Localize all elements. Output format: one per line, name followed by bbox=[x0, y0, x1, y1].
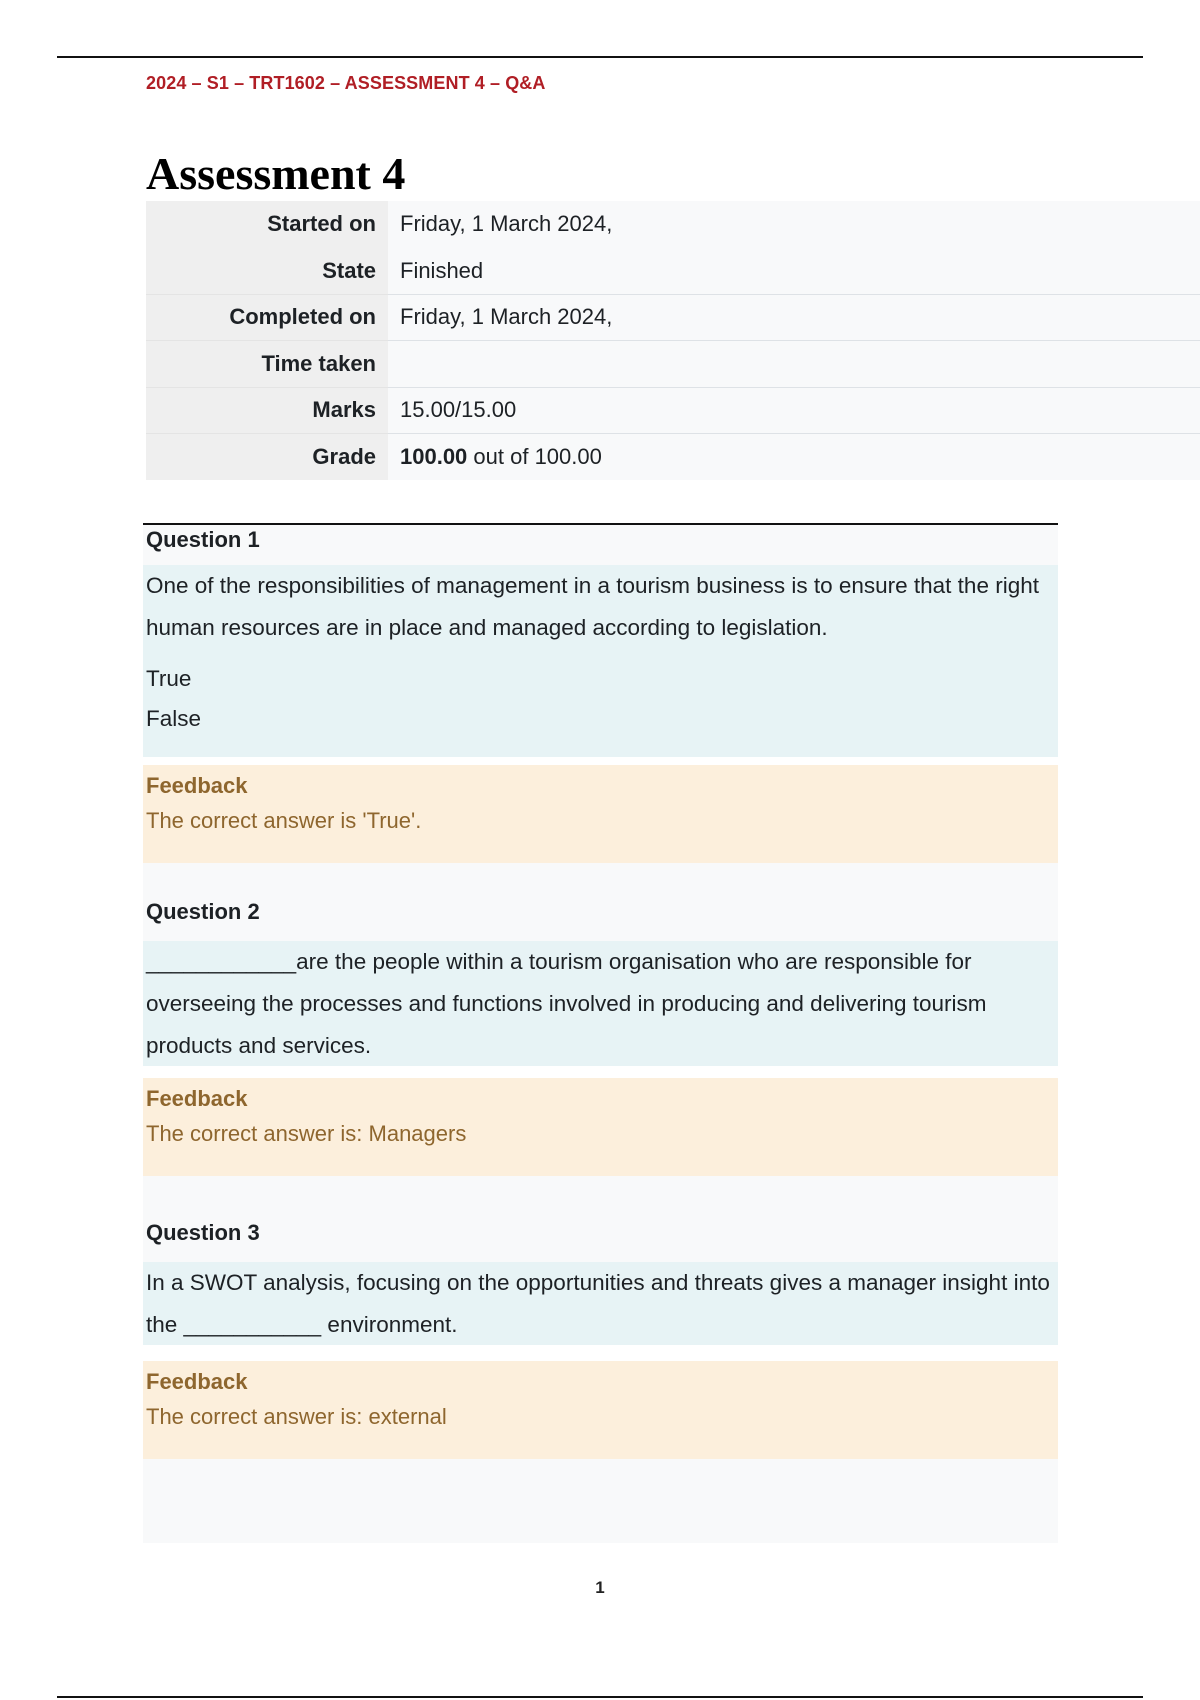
answer-options bbox=[143, 649, 1058, 757]
grade-score: 100.00 bbox=[400, 444, 468, 469]
feedback-box bbox=[143, 1361, 1058, 1459]
summary-label: Started on bbox=[146, 201, 388, 248]
spacer bbox=[143, 1345, 1058, 1361]
feedback-box bbox=[143, 765, 1058, 863]
summary-row-started bbox=[146, 201, 1200, 248]
feedback-title: Feedback bbox=[146, 1369, 248, 1394]
question-2 bbox=[143, 897, 1058, 1226]
question-text: ____________are the people within a tourism organisation who are responsible for overseeing the processes and functions involved in producing and delivering tourism products and services. bbox=[143, 941, 1058, 1066]
summary-value bbox=[388, 434, 1200, 481]
question-heading: Question 3 bbox=[143, 1218, 1058, 1262]
top-rule bbox=[57, 56, 1143, 58]
page-number: 1 bbox=[595, 1578, 605, 1597]
summary-value: Finished bbox=[388, 248, 1200, 295]
summary-label: State bbox=[146, 248, 388, 295]
summary-label: Completed on bbox=[146, 294, 388, 341]
feedback-title: Feedback bbox=[146, 773, 248, 798]
bottom-rule bbox=[57, 1696, 1143, 1698]
question-heading: Question 1 bbox=[143, 525, 1058, 565]
feedback-text: The correct answer is 'True'. bbox=[146, 808, 422, 833]
summary-value: 15.00/15.00 bbox=[388, 387, 1200, 434]
question-1 bbox=[143, 525, 1058, 913]
summary-row-marks bbox=[146, 387, 1200, 434]
feedback-text: The correct answer is: Managers bbox=[146, 1121, 467, 1146]
attempt-summary-table bbox=[146, 201, 1200, 480]
answer-option-false[interactable]: False bbox=[146, 706, 202, 731]
answer-option-true[interactable]: True bbox=[146, 666, 192, 691]
question-3 bbox=[143, 1218, 1058, 1543]
summary-row-grade bbox=[146, 434, 1200, 481]
summary-row-state bbox=[146, 248, 1200, 295]
question-text: In a SWOT analysis, focusing on the opportunities and threats gives a manager insight into the ___________ environment. bbox=[143, 1262, 1058, 1345]
feedback-text: The correct answer is: external bbox=[146, 1404, 447, 1429]
spacer bbox=[143, 1066, 1058, 1078]
summary-row-time-taken bbox=[146, 341, 1200, 388]
summary-label: Marks bbox=[146, 387, 388, 434]
summary-value bbox=[388, 341, 1200, 388]
grade-out-of: out of 100.00 bbox=[467, 444, 602, 469]
summary-label: Grade bbox=[146, 434, 388, 481]
feedback-box bbox=[143, 1078, 1058, 1176]
question-text: One of the responsibilities of management in a tourism business is to ensure that the right human resources are in place and managed according to legislation. bbox=[143, 565, 1058, 649]
summary-row-completed bbox=[146, 294, 1200, 341]
document-header: 2024 – S1 – TRT1602 – ASSESSMENT 4 – Q&A bbox=[146, 73, 546, 93]
summary-label: Time taken bbox=[146, 341, 388, 388]
spacer bbox=[143, 757, 1058, 765]
feedback-title: Feedback bbox=[146, 1086, 248, 1111]
question-heading: Question 2 bbox=[143, 897, 1058, 941]
summary-value: Friday, 1 March 2024, bbox=[388, 294, 1200, 341]
summary-value: Friday, 1 March 2024, bbox=[388, 201, 1200, 248]
question-gap bbox=[143, 1459, 1058, 1543]
page-title: Assessment 4 bbox=[146, 148, 406, 199]
